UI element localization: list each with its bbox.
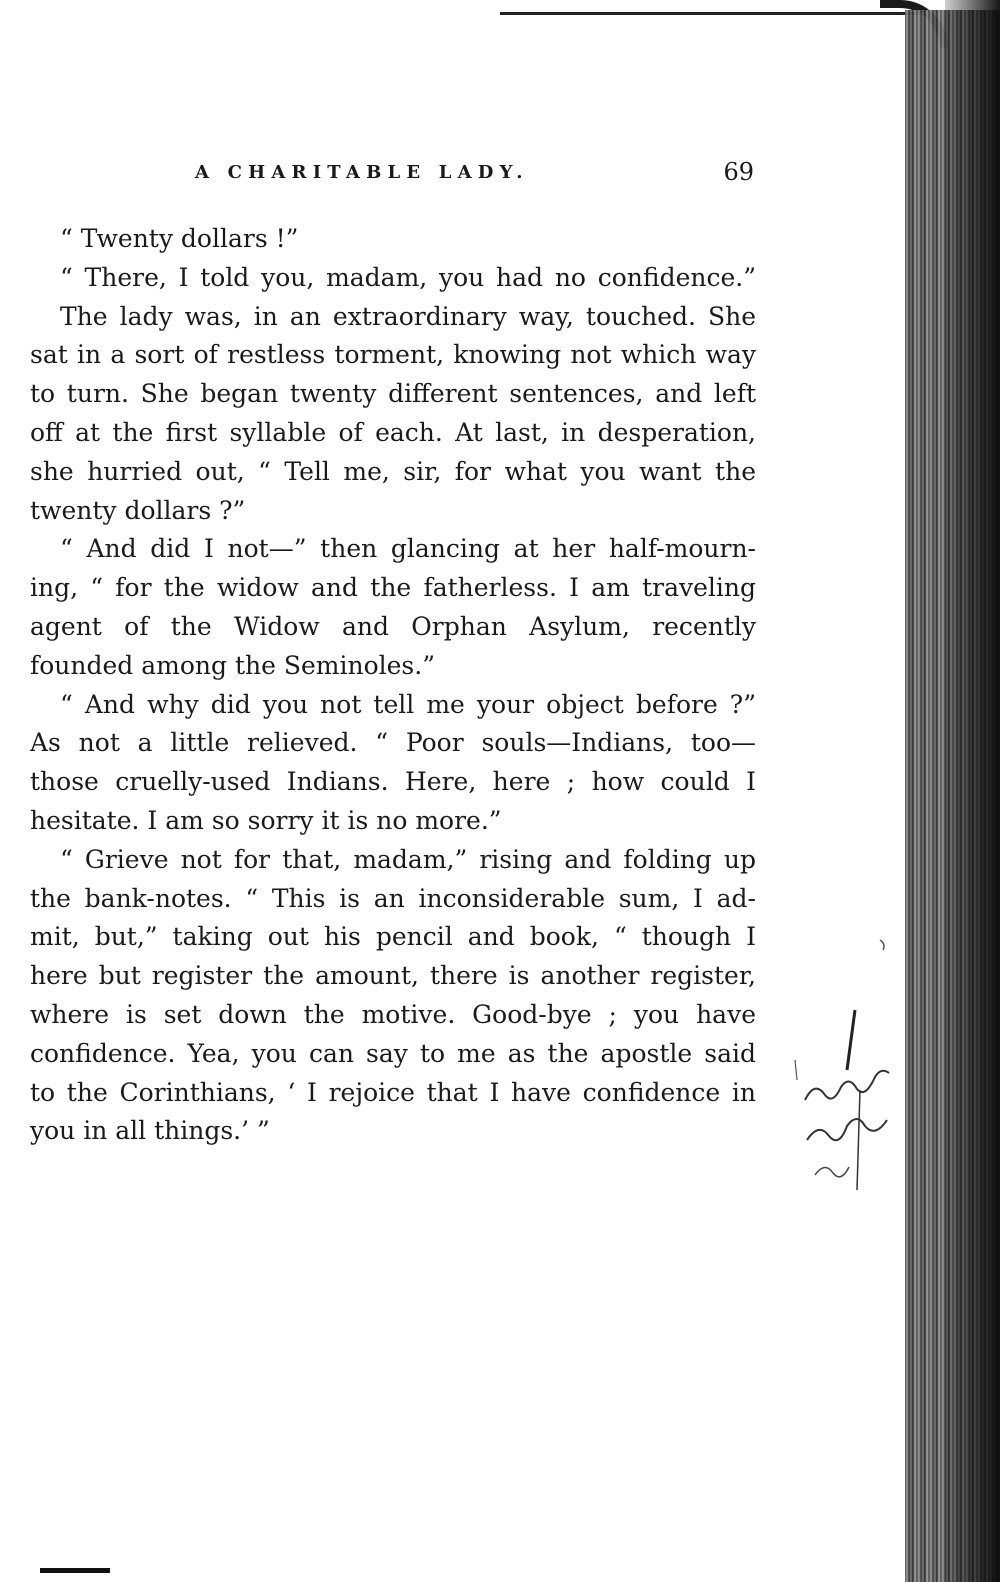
scan-top-rule (500, 12, 920, 15)
text-line: she hurried out, “ Tell me, sir, for what you want the (30, 456, 756, 486)
margin-handwriting-scribble (785, 930, 915, 1200)
text-line: twenty dollars ?” (30, 495, 246, 525)
running-head (120, 158, 760, 192)
text-line: ing, “ for the widow and the fatherless. I am traveling (30, 573, 756, 603)
text-line: agent of the Widow and Orphan Asylum, recently (30, 611, 756, 641)
text-line: those cruelly-used Indians. Here, here ; how could I (30, 767, 756, 797)
text-line: to the Corinthians, ‘ I rejoice that I have confidence in (30, 1077, 756, 1107)
text-line: “ And did I not—” then glancing at her half-mourn- (60, 534, 756, 564)
text-line: to turn. She began twenty different sentences, and left (30, 379, 756, 409)
text-line: As not a little relieved. “ Poor souls—Indians, too— (30, 728, 756, 758)
text-line: the bank-notes. “ This is an inconsiderable sum, I ad- (30, 883, 756, 913)
text-line: “ Grieve not for that, madam,” rising and folding up (60, 844, 756, 874)
text-line: “ And why did you not tell me your object before ?” (60, 689, 756, 719)
body-text (30, 220, 756, 1151)
running-title: A CHARITABLE LADY. (195, 162, 529, 183)
text-line: confidence. Yea, you can say to me as the apostle said (30, 1038, 756, 1068)
text-line: “ There, I told you, madam, you had no confidence.” (60, 262, 756, 292)
text-line: here but register the amount, there is another register, (30, 961, 756, 991)
text-line: The lady was, in an extraordinary way, touched. She (60, 301, 756, 331)
binding-shadow (945, 0, 1000, 1582)
text-line: off at the first syllable of each. At last, in desperation, (30, 417, 756, 447)
text-line: founded among the Seminoles.” (30, 650, 435, 680)
text-line: “ Twenty dollars !” (60, 224, 299, 253)
text-line: you in all things.’ ” (30, 1116, 270, 1146)
scan-bottom-rule (40, 1568, 110, 1573)
text-line: sat in a sort of restless torment, knowing not which way (30, 340, 756, 370)
page-number: 69 (723, 158, 754, 186)
text-line: hesitate. I am so sorry it is no more.” (30, 805, 502, 835)
text-line: mit, but,” taking out his pencil and book, “ though I (30, 922, 756, 952)
text-line: where is set down the motive. Good-bye ; you have (30, 999, 756, 1029)
